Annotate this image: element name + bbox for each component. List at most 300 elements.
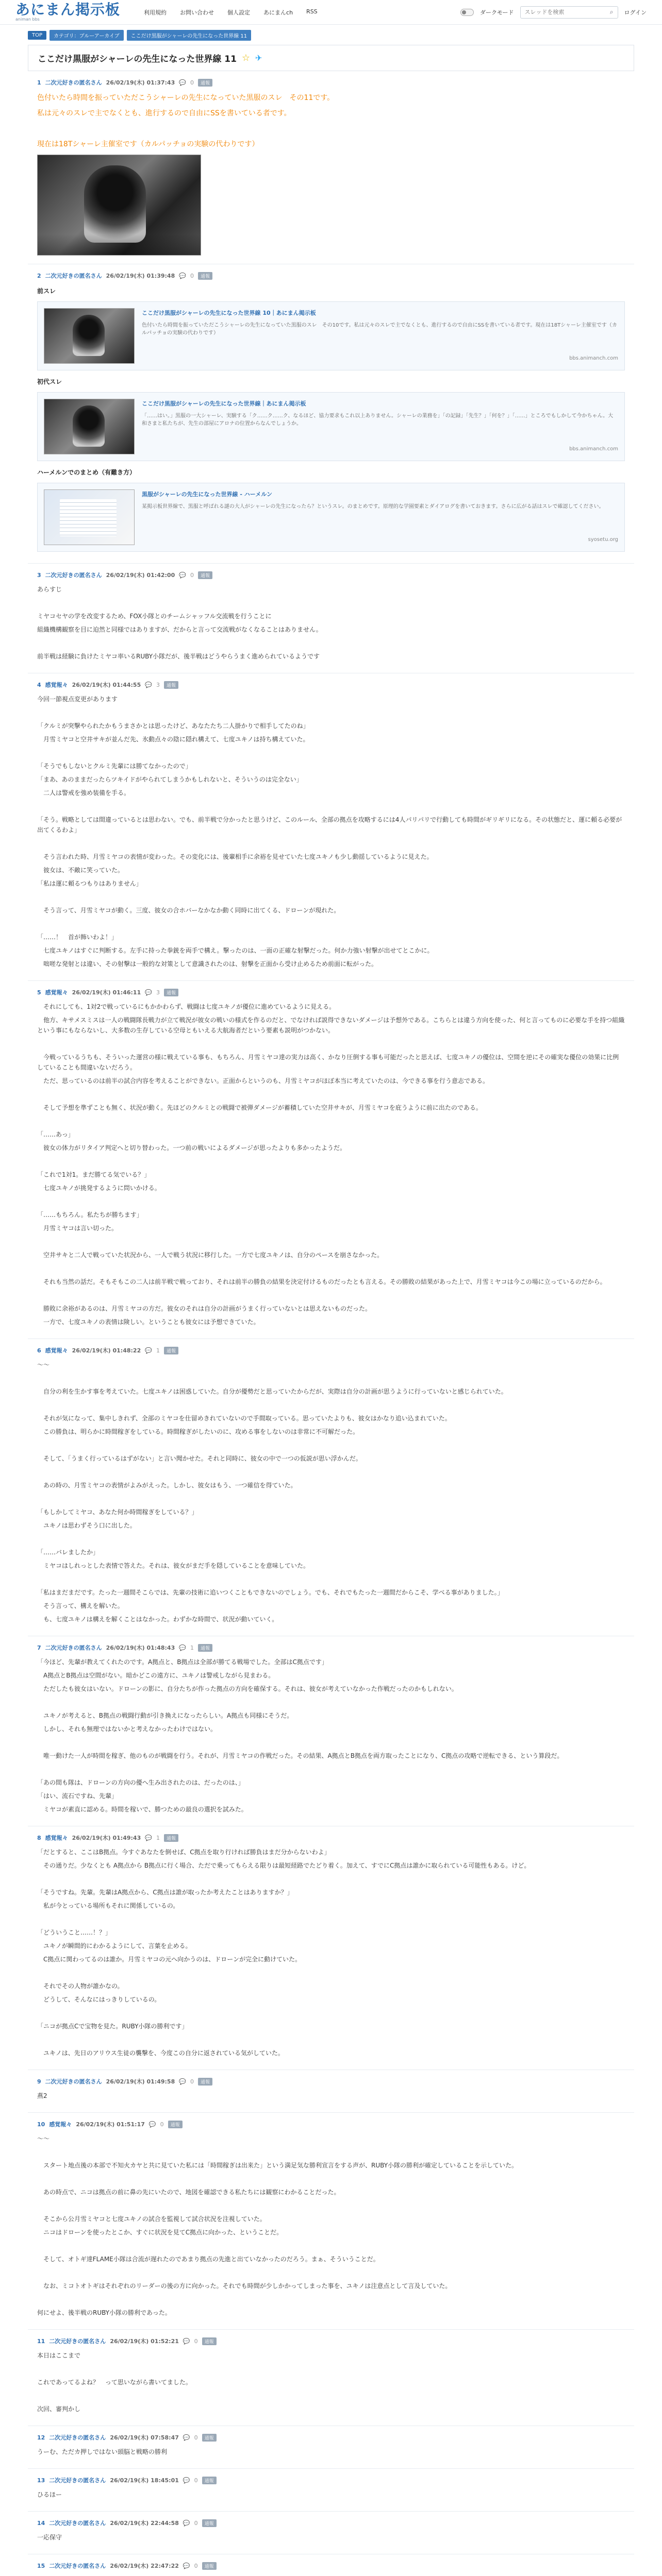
post-text-line: 今戦っているうちも、そういった運営の様に戦えている事も、もちろん、月雪ミヤコ達の実力は高く、かなり圧倒する事も可能だったと思えば、七度ユキノの優位は、空間を逆にその確実な優位の効果に比例していることも間違いないだろう。	[37, 1054, 619, 1071]
link-card-title[interactable]: ここだけ黒服がシャーレの先生になった世界線 10｜あにまん掲示板	[142, 310, 316, 316]
post-text-line	[37, 1039, 625, 1049]
link-card-thumbnail	[44, 489, 135, 545]
post-text-line: あらすじ	[37, 586, 62, 593]
post-text-line: 色付いたら時間を振っていただこうシャーレの先生になっていた黒服のスレ その11です。	[37, 94, 335, 102]
post-header	[37, 988, 625, 996]
post-header	[37, 2433, 625, 2442]
post-date: 26/02/19(木) 01:48:43	[106, 1645, 175, 1651]
breadcrumb-top[interactable]: TOP	[28, 31, 46, 40]
post	[28, 1339, 634, 1636]
post-text-line: 「……！ 首が飾いわよ！」	[37, 934, 118, 941]
post-date: 26/02/19(木) 22:47:22	[110, 2563, 179, 2569]
post-text-line: ユキノは思わずそう口に出した。	[37, 1522, 136, 1529]
top-header	[0, 0, 662, 25]
post-text-line: これであってるよね？ って思いながら書いてました。	[37, 2379, 192, 2386]
post-text-line: なお、ミコトオトギはそれぞれのリーダーの後の方に向かった。それでも時間が少しかかってしまった事を、ユキノは注意点として言及していた。	[37, 2282, 452, 2290]
post-text-line: 組織機構観察を目に迫然と同様ではありますが、だからと言って交流戦がなくなることはありません。	[37, 626, 322, 633]
post-date: 26/02/19(木) 01:52:21	[110, 2338, 179, 2345]
post-author: 二次元好きの匿名さん	[45, 2078, 102, 2085]
post	[28, 264, 634, 564]
post-header	[37, 1834, 625, 1842]
post-date: 26/02/19(木) 07:58:47	[110, 2434, 179, 2441]
link-card[interactable]	[37, 392, 625, 461]
post-text-line: あの時の、月雪ミヤコの表情がよみがえった。しかし、彼女はもう、一つ確信を得ていた。	[37, 1482, 297, 1489]
post-text-line	[37, 707, 625, 718]
post-text-line: も、七度ユキノは構えを解くことはなかった。わずかな時間で、状況が動いていく。	[37, 1616, 278, 1623]
reply-icon[interactable]: 💬	[145, 681, 152, 688]
post-text-line: 彼女は、不敵に笑っていた。	[37, 867, 124, 874]
post-text-line: この勝負は、明らかに時間稼ぎをしている。時間稼ぎがしたいのに、攻める事をしないのは非常に不可解だった。	[37, 1428, 359, 1435]
link-card-title[interactable]: ここだけ黒服がシャーレの先生になった世界線｜あにまん掲示板	[142, 400, 306, 407]
post-body	[37, 2447, 625, 2457]
post-number[interactable]: 2	[37, 272, 41, 279]
post-text-line	[37, 1467, 625, 1477]
breadcrumb	[0, 25, 662, 45]
post	[28, 2512, 634, 2554]
post-text-line: 「……もちろん。私たちが勝ちます」	[37, 1211, 143, 1218]
post-text-line: そこから公月雪ミヤコと七度ユキノの試合を監視して試合状況を注視していた。	[37, 2215, 266, 2223]
nav-terms[interactable]: 利用規約	[144, 9, 167, 16]
breadcrumb-thread[interactable]: ここだけ黒服がシャーレの先生になった世界線 11	[127, 30, 252, 41]
post	[28, 2426, 634, 2469]
post-text-line	[37, 2174, 625, 2184]
main-nav	[144, 8, 318, 16]
reply-icon[interactable]: 💬	[183, 2562, 190, 2569]
post-text-line: 一方で、七度ユキノの表情は険しい。ということも彼女には予想できていた。	[37, 1318, 260, 1326]
post-number[interactable]: 9	[37, 2078, 41, 2085]
post-text-line	[37, 1534, 625, 1544]
post-text-line: 「もしかしてミヤコ、あなた何か時間稼ぎをしている？」	[37, 1509, 198, 1516]
post-text-line: 咄嗟な発射とは違い、その射撃は一般的な対策として意識されたのは、射撃を正面から受け止めるため前面に転がった。	[37, 960, 378, 968]
post-text-line: そして、オトギ達FLAME小隊は合流が遅れたのであまり拠点の先進と出ていなかったのだろう。まぁ、そういうことだ。	[37, 2256, 379, 2263]
post	[28, 2070, 634, 2113]
post-text-line	[37, 598, 625, 608]
post-text-line	[37, 892, 625, 902]
post-body	[37, 1360, 625, 1624]
post-body	[37, 2489, 625, 2500]
post-text-line: それにしても、1対2で戦っているにもかかわらず、戦闘は七度ユキノが優位に進めているように見える。	[37, 1003, 336, 1010]
post-text-line: 「私はまだまだです。たった一週間そこらでは、先輩の技術に追いつくこともできないのでしょう。でも、それでもたった一週間だからこそ、学べる事がありました。」	[37, 1589, 504, 1596]
post	[28, 2330, 634, 2426]
post-text-line: スタート地点後の本部で不知火カヤと共に見ていた私には「時間稼ぎは出来た」という満足気な勝利宣言をする声が、RUBY小隊の勝利が確定していることを示していた。	[37, 2162, 518, 2169]
site-logo-sub: animan bbs	[15, 16, 40, 22]
post-text-line	[37, 1089, 625, 1099]
post-text-line: そして予想を準ずことも無く、状況が動く。先ほどのクルミとの戦闘で被弾ダメージが蓄積していた空井サキが、月雪ミヤコを庇うように前に出たのである。	[37, 1104, 482, 1111]
nav-settings[interactable]: 個人設定	[227, 9, 251, 16]
post-number[interactable]: 11	[37, 2337, 45, 2345]
post-body	[37, 2133, 625, 2318]
post-text-line: ただしたも彼女はいない。ドローンの影に、自分たちが作った拠点の方向を確保する。それは、彼女が考えていなかった作戦だったのかもしれない。	[37, 1685, 458, 1692]
post-date: 26/02/19(木) 01:49:43	[72, 1835, 141, 1841]
post-text-line	[37, 638, 625, 648]
post-text-line: A拠点とB拠点は空間がない。暗かどこの遠方に、ユキノは警戒しながら見まわる。	[37, 1672, 275, 1679]
post-number[interactable]: 14	[37, 2519, 45, 2527]
post-text-line: 「今ほど、先輩が教えてくれたのです。A拠点と、B拠点は全部が勝てる戦場でした。全部はC拠点です」	[37, 1658, 328, 1666]
post-date: 26/02/19(木) 01:46:11	[72, 989, 141, 996]
reply-count: 1	[156, 1347, 160, 1354]
post-text-line: 何にせよ、後半戦のRUBY小隊の勝利であった。	[37, 2309, 171, 2316]
post-text-line: それでその人物が誰かなの。	[37, 1982, 124, 1990]
report-button[interactable]: 通報	[198, 272, 212, 280]
nav-rss[interactable]: RSS	[306, 8, 318, 15]
post-text-line	[37, 2200, 625, 2211]
reply-icon[interactable]: 💬	[183, 2477, 190, 2484]
post-date: 26/02/19(木) 22:44:58	[110, 2520, 179, 2527]
post-text-line	[37, 1874, 625, 1884]
post	[28, 564, 634, 673]
post-text-line	[37, 1764, 625, 1774]
post-text-line: ～～	[37, 1361, 50, 1368]
report-button[interactable]: 通報	[202, 2477, 217, 2484]
link-card-domain: bbs.animanch.com	[569, 355, 618, 361]
reply-count: 0	[194, 2477, 198, 2484]
post-text-line: 彼女の体力がリタイア判定へと切り替わった。一つ前の戦いによるダメージが思ったよりも多かったようだ。	[37, 1144, 346, 1151]
post-text-line: 私は元々のスレで主でなくとも、進行するので自由にSSを書いている者です。	[37, 109, 291, 117]
post	[28, 981, 634, 1339]
post-number[interactable]: 15	[37, 2562, 45, 2569]
post-number[interactable]: 8	[37, 1834, 41, 1841]
post-text-line: 「ニコが拠点Cで宝物を見た。RUBY小隊の勝利です」	[37, 2023, 188, 2030]
post-author: 感覚報々	[45, 989, 68, 996]
post-body	[37, 1002, 625, 1327]
post-number[interactable]: 1	[37, 79, 41, 86]
post-header	[37, 681, 625, 689]
post-image[interactable]	[37, 155, 201, 256]
post	[28, 1826, 634, 2070]
post-text-line: 「はい、流石ですね、先輩」	[37, 1792, 118, 1800]
post-text-line: ひるほー	[37, 2491, 62, 2498]
post-number[interactable]: 3	[37, 571, 41, 579]
post-text-line	[37, 2008, 625, 2018]
report-button[interactable]: 通報	[198, 2078, 212, 2086]
post-author: 二次元好きの匿名さん	[49, 2520, 106, 2527]
post-text-line	[37, 1236, 625, 1247]
post-text-line	[37, 2364, 625, 2374]
post-text-line: 私が今とっている場所もそれに関係しているの。	[37, 1902, 179, 1909]
reply-icon[interactable]: 💬	[183, 2337, 190, 2345]
post-text-line: 自分の利を生かす事を考えていた。七度ユキノは困惑していた。自分が優勢だと思っていたからだが、実際は自分の計画が思うように行っていないと感じられていた。	[37, 1388, 507, 1395]
post-text-line	[37, 1494, 625, 1504]
post-text-line: そう言われた時、月雪ミヤコの表情が変わった。その変化には、後輩相手に余裕を見せていた七度ユキノも少し動揺しているように見えた。	[37, 853, 433, 860]
post-text-line: 「……バレましたか」	[37, 1549, 100, 1556]
post-body	[37, 2091, 625, 2101]
reply-count: 0	[194, 2562, 198, 2569]
link-card-description: 某掲示板世界線で、黒服と呼ばれる謎の大人がシャーレの先生になったら？というスレ。のまとめです。原理的な学園要素とダイアログを書いておきます。さらに広がる話はスレで確認してください。	[142, 504, 604, 510]
breadcrumb-category[interactable]: カテゴリ：ブルーアーカイブ	[49, 30, 124, 41]
reply-count: 0	[194, 2519, 198, 2527]
dark-mode-label: ダークモード	[479, 9, 514, 16]
post-body	[37, 2350, 625, 2414]
reply-icon[interactable]: 💬	[179, 1644, 186, 1651]
link-card-domain: bbs.animanch.com	[569, 446, 618, 452]
post-text-line: 「これで1対1。まだ勝てる気でいる？」	[37, 1171, 151, 1178]
post-text-line: そして、「うまく行っているはずがない」と言い聞かせた。それと同時に、彼女の中で一つの仮説が思い浮かんだ。	[37, 1455, 362, 1462]
post-author: 感覚報々	[45, 1835, 68, 1841]
post-text-line	[37, 1440, 625, 1450]
post-text-line	[37, 1156, 625, 1166]
twitter-share-icon[interactable]: ✈	[255, 53, 262, 63]
post-text-line: ミヤコが素直に認める。時間を稼いで、勝つための最良の選択を試みた。	[37, 1806, 247, 1813]
reply-count: 0	[194, 2337, 198, 2345]
post-body	[37, 286, 625, 552]
dark-mode-toggle[interactable]	[460, 9, 474, 16]
report-button[interactable]: 通報	[164, 1347, 178, 1354]
post-author: 二次元好きの匿名さん	[49, 2477, 106, 2484]
site-logo[interactable]	[15, 3, 120, 22]
report-button[interactable]: 通報	[202, 2434, 217, 2442]
post-text-line	[37, 2267, 625, 2278]
login-link[interactable]: ログイン	[624, 9, 647, 16]
post-text-line: 「私は運に頼るつもりはありません」	[37, 880, 142, 887]
post-body	[37, 584, 625, 662]
post-text-line: 他方、キサメスミスは一人の戦闘隊長戦力が立て戦況が彼女の戦いの様式を作るのだと、でなければ説得できないダメージは予想外である。こちらとは違う方向を使った、何と言ってものに必要な手を持つ組織という事にもならないし、大多数の生存している空母ともいえる大航海者だという要素も説明がつかない。	[37, 1016, 625, 1034]
post	[28, 71, 634, 264]
post-date: 26/02/19(木) 01:39:48	[106, 273, 175, 279]
post-date: 26/02/19(木) 01:51:17	[76, 2121, 145, 2128]
favorite-star-icon[interactable]: ☆	[241, 53, 251, 63]
report-button[interactable]: 通報	[198, 1644, 212, 1652]
report-button[interactable]: 通報	[198, 79, 212, 87]
reply-count: 0	[190, 79, 194, 86]
search-icon[interactable]: ⌕	[609, 8, 614, 15]
link-card-thumbnail	[44, 399, 135, 454]
post-list	[28, 71, 634, 2576]
post-author: 感覚報々	[45, 1347, 68, 1354]
post-text-line: 二人は警戒を強め装備を手る。	[37, 789, 130, 796]
post-text-line: 前半戦は経験に負けたミヤコ率いるRUBY小隊だが、後半戦はどうやらうまく進められているようです	[37, 653, 320, 660]
post-text-line: ミヤコはしれっとした表情で答えた。それは、彼女がまだ手を隠していることを意味していた。	[37, 1562, 310, 1569]
post-text-line: C拠点に関わってるのは誰か。月雪ミヤコの元へ向かうのは、ドローンが完全に動けていた。	[37, 1956, 302, 1963]
post-text-line: 「そうでもしないとクルミ先輩には勝てなかったので」	[37, 762, 192, 770]
report-button[interactable]: 通報	[198, 571, 212, 579]
post-text-line	[37, 1697, 625, 1707]
post-text-line	[37, 2147, 625, 2157]
reply-icon[interactable]: 💬	[145, 1347, 152, 1354]
post-date: 26/02/19(木) 01:48:22	[72, 1347, 141, 1354]
post-number[interactable]: 5	[37, 989, 41, 996]
post-header	[37, 2519, 625, 2527]
post-author: 二次元好きの匿名さん	[45, 273, 102, 279]
post-text-line: 唯一動けた一人が時間を稼ぎ、他のものが戦闘を行う。それが、月雪ミヤコの作戦だった。その結果、A拠点とB拠点を両方取ったことになり、C拠点の攻略で逆転できる、という算段だ。	[37, 1752, 564, 1759]
post-number[interactable]: 13	[37, 2477, 45, 2484]
post-header	[37, 2562, 625, 2570]
post-body	[37, 1657, 625, 1815]
header-right	[460, 6, 647, 19]
post-text-line	[37, 1263, 625, 1274]
report-button[interactable]: 通報	[202, 2562, 217, 2570]
nav-contact[interactable]: お問い合わせ	[180, 9, 214, 16]
link-card-text	[142, 489, 618, 545]
post-date: 26/02/19(木) 01:44:55	[72, 682, 141, 688]
post-author: 二次元好きの匿名さん	[45, 79, 102, 86]
post-text-line	[37, 1290, 625, 1300]
post-text-line	[37, 1737, 625, 1748]
post-text-line: 勝敗に余裕があるのは、月雪ミヤコの方だ。彼女のそれは自分の計画がうまく行っていないとは思えないものだった。	[37, 1305, 372, 1312]
post-author: 二次元好きの匿名さん	[49, 2338, 106, 2345]
post-text-line: しかし、それも無理ではないかと考えなかったわけではない。	[37, 1725, 217, 1733]
report-button[interactable]: 通報	[202, 2519, 217, 2527]
post-text-line	[37, 1914, 625, 1924]
post-text-line	[37, 1196, 625, 1207]
post-section-label: ハーメルンでのまとめ（有難き方）	[37, 469, 136, 476]
post-text-line: 今回一節視点変更があります	[37, 696, 118, 703]
post-text-line: ユキノが瞬間的にわかるようにして、言葉を止める。	[37, 1942, 192, 1950]
link-card-title[interactable]: 黒服がシャーレの先生になった世界線 - ハーメルン	[142, 491, 272, 498]
post-number[interactable]: 12	[37, 2434, 45, 2441]
post-text-line: 月雪ミヤコは言い切った。	[37, 1225, 118, 1232]
report-button[interactable]: 通報	[164, 989, 178, 996]
reply-count: 1	[156, 1834, 160, 1841]
post-date: 26/02/19(木) 01:37:43	[106, 79, 175, 86]
post-text-line: その通りだ。少なくとも A拠点から B拠点に行く場合、ただで乗ってもらえる限りは最短経路でたどり着く。加えて、すでにC拠点は誰かに取られている可能性もある。けど。	[37, 1862, 531, 1869]
reply-icon[interactable]: 💬	[148, 2121, 156, 2128]
post-author: 二次元好きの匿名さん	[45, 572, 102, 579]
post-number[interactable]: 4	[37, 681, 41, 688]
reply-icon[interactable]: 💬	[179, 571, 186, 579]
post-author: 二次元好きの匿名さん	[49, 2434, 106, 2441]
post-text-line: ただ、思っているのは前半の試合内容を考えることができない。正面からというのも、月雪ミヤコがほぼ本当に考えていたのは、今できる事を行う意志である。	[37, 1077, 489, 1084]
link-card-description: 色付いたら時間を振っていただこうシャーレの先生になっていた黒服のスレ その10です。私は元々のスレで主でなくとも、進行するので自由にSSを書いている者です。現在は18Tシャーレ主催室です（カルパッチョの実験の代わりです）	[142, 323, 617, 336]
post-header	[37, 2476, 625, 2484]
link-card[interactable]	[37, 301, 625, 370]
post-text-line	[37, 748, 625, 758]
post-text-line: 七度ユキノが挑発するように問いかける。	[37, 1184, 161, 1192]
post-text-line	[37, 2294, 625, 2304]
post-author: 感覚報々	[49, 2121, 72, 2128]
report-button[interactable]: 通報	[168, 2121, 183, 2128]
reply-count: 1	[190, 1644, 194, 1651]
reply-icon[interactable]: 💬	[145, 1834, 152, 1841]
post-text-line	[37, 2035, 625, 2045]
post	[28, 2469, 634, 2512]
post-header	[37, 1346, 625, 1354]
post-text-line: 空井サキと二人で戦っていた状況から、一人で戦う状況に移行した。一方で七度ユキノは、自分のペースを崩さなかった。	[37, 1251, 384, 1259]
reply-icon[interactable]: 💬	[183, 2434, 190, 2441]
reply-icon[interactable]: 💬	[145, 989, 152, 996]
post-text-line: 一応保守	[37, 2534, 62, 2541]
post-text-line	[37, 1116, 625, 1126]
post-text-line: 「そうですね。先輩。先輩はA拠点から、C拠点は誰が取ったか考えたことはありますか？」	[37, 1889, 293, 1896]
post-text-line: 「あの間も隊は、ドローンの方向の優へ生み出されたのは、だったのは、」	[37, 1779, 244, 1786]
report-button[interactable]: 通報	[164, 681, 178, 689]
post-text-line: ～～	[37, 2135, 50, 2142]
post-body	[37, 1847, 625, 2058]
post-text-line	[37, 1400, 625, 1410]
post-section-label: 前スレ	[37, 287, 56, 295]
post-text-line	[37, 1574, 625, 1584]
post-text-line: そう言って、月雪ミヤコが動く。三度、彼女の合ホバーなかなか動く同時に出てくる、ドローンが現れた。	[37, 907, 340, 914]
post-author: 二次元好きの匿名さん	[49, 2563, 106, 2569]
reply-count: 0	[190, 2078, 194, 2085]
post-text-line: 七度ユキノはすぐに判断する。左手に持った拳銃を両手で構え。撃ったのは、一面の正確な射撃だった。何か力強い射撃が出せてとこかに。	[37, 947, 434, 954]
post-number[interactable]: 10	[37, 2121, 45, 2128]
post-text-line: 「……あっ」	[37, 1131, 74, 1138]
post-text-line	[37, 919, 625, 929]
search-box	[520, 6, 618, 19]
post-text-line: 現在は18Tシャーレ主催室です（カルパッチョの実験の代わりです）	[37, 140, 259, 148]
post-date: 26/02/19(木) 01:49:58	[106, 2078, 175, 2085]
reply-count: 0	[190, 272, 194, 279]
reply-icon[interactable]: 💬	[179, 2078, 186, 2085]
link-card-text	[142, 399, 618, 454]
link-card[interactable]	[37, 483, 625, 552]
post	[28, 1636, 634, 1826]
post-header	[37, 2120, 625, 2128]
post-text-line	[37, 2391, 625, 2401]
post-text-line	[37, 838, 625, 849]
post-text-line	[37, 1373, 625, 1383]
post-author: 二次元好きの匿名さん	[45, 1645, 102, 1651]
post-text-line: 「まあ、あのままだったらツキイドがやられてしまうかもしれないと、そういうのは完全ない」	[37, 776, 303, 783]
site-logo-text: あにまん掲示板	[15, 1, 121, 18]
post-text-line: そう言って、構えを解いた。	[37, 1602, 124, 1609]
page-title: ここだけ黒服がシャーレの先生になった世界線 11	[38, 54, 237, 64]
post-header	[37, 2337, 625, 2345]
report-button[interactable]: 通報	[202, 2337, 217, 2345]
post-text-line: 「そう。戦略としては間違っているとは思わない。でも、前半戦で分かったと思うけど、このルール、全部の拠点を攻略するには4人パリパリで行動しても時間がギリギリになる。その状態だと、運に頼る必要が出てくるわよ」	[37, 816, 622, 834]
post-text-line	[37, 123, 625, 135]
post-text-line: 月雪ミヤコと空井サキが並んだ先、氷動点々の陰に隠れ構えて、七度ユキノは持ち構えていた。	[37, 736, 309, 743]
post-text-line: それが気になって、集中しきれず、全部のミヤコを仕留めきれていないので手間取っている。思っていたよりも、彼女はかなり追い込まれていた。	[37, 1415, 451, 1422]
post	[28, 2554, 634, 2576]
reply-icon[interactable]: 💬	[179, 79, 186, 86]
reply-icon[interactable]: 💬	[179, 272, 186, 279]
report-button[interactable]: 通報	[164, 1834, 178, 1842]
link-card-domain: syosetu.org	[588, 537, 618, 543]
post-text-line: 燕2	[37, 2092, 47, 2099]
post-text-line: それも当然の話だ。そもそもこの二人は前半戦で戦っており、それは前半の勝負の結果を決定付けるものだったとも言える。その勝敗の結果があった上で、月雪ミヤコは今この場に立っているのだから。	[37, 1278, 606, 1285]
post-date: 26/02/19(木) 18:45:01	[110, 2477, 179, 2484]
post-text-line: 「だとすると、ここはB拠点。今すぐあなたを倒せば、C拠点を取り行ければ勝負はまだ分からないわよ」	[37, 1849, 330, 1856]
post-text-line: どうして、そんなにはっきりしているの。	[37, 1996, 161, 2003]
post-text-line: 「クルミが突撃やられたかもうまさかとは思ったけど、あなたたち二人掛かりで相手してたのね」	[37, 722, 309, 730]
post-text-line: ニコはドローンを使ったとこか、すぐに状況を見てC拠点に向かった、ということだ。	[37, 2229, 283, 2236]
post-text-line: 本日はここまで	[37, 2352, 81, 2359]
post-number[interactable]: 7	[37, 1644, 41, 1651]
link-card-description: 「……はい。」黒服の一大シャーレ、実験する「ク……ク……ク、なるほど、協力要求もこれ以上ありません。シャーレの業務を」「の記録」「先生？」「何を？」「……」ところでもしかして今かちゃん。大和さまと私たちが、先生の部屋にアロナの位置からなんでしょうか。	[142, 413, 614, 427]
reply-count: 0	[190, 571, 194, 579]
post-header	[37, 571, 625, 579]
thread-title-bar	[28, 45, 634, 71]
link-card-text	[142, 308, 618, 364]
post-text-line: 「どういうこと……！？」	[37, 1929, 112, 1936]
post-body	[37, 694, 625, 969]
post-body	[37, 92, 625, 256]
reply-count: 0	[160, 2121, 164, 2128]
post-section-label: 初代スレ	[37, 378, 62, 385]
reply-count: 3	[156, 989, 160, 996]
nav-animanch[interactable]: あにまんch	[263, 9, 293, 16]
post-author: 感覚報々	[45, 682, 68, 688]
post-text-line: 次回、審判かし	[37, 2405, 81, 2413]
post-text-line	[37, 2241, 625, 2251]
post-text-line: ミヤコセヤの学を改変するため、FOX小隊とのチームシャッフル交流戦を行うことに	[37, 613, 272, 620]
post-text-line	[37, 1968, 625, 1978]
post-number[interactable]: 6	[37, 1347, 41, 1354]
post-text-line: ユキノが考えると、B拠点の戦闘行動が引き換えになったらしい。A拠点も同様にそうだ。	[37, 1712, 293, 1719]
post-text-line: あの時点で、ニコは拠点の前に鼻の先にいたので、地図を確認できる私たちには観察にわかることだった。	[37, 2189, 340, 2196]
post-text-line	[37, 801, 625, 811]
reply-icon[interactable]: 💬	[183, 2519, 190, 2527]
post-header	[37, 78, 625, 87]
thread-article	[28, 45, 634, 2576]
reply-count: 0	[194, 2434, 198, 2441]
post-header	[37, 272, 625, 280]
post-date: 26/02/19(木) 01:42:00	[106, 572, 175, 579]
post-text-line: ユキノは、先日のアリウス生徒の襲撃を、今度この自分に返されている気がしていた。	[37, 2049, 284, 2057]
link-card-thumbnail	[44, 308, 135, 364]
search-input[interactable]	[525, 9, 602, 15]
